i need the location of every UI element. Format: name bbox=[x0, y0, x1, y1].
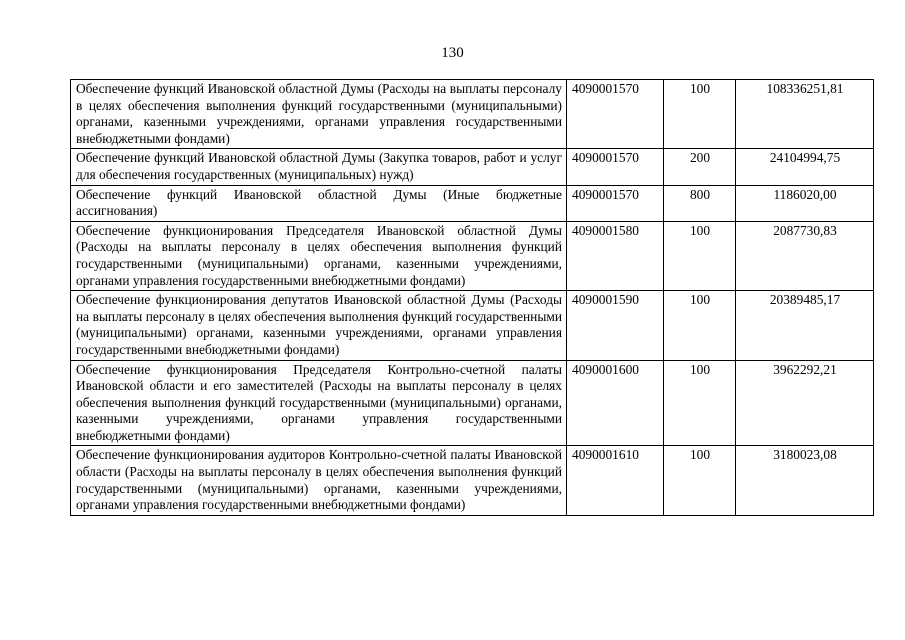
row-description: Обеспечение функционирования Председателя Контрольно-счетной палаты Ивановской области и его заместителей (Расходы на выплаты персоналу в целях обеспечения выполнения функций государственными (муниципальными) органами, казенными учреждениями, органами управления государственными внебюджетными фондами) bbox=[71, 360, 567, 446]
row-amount: 3180023,08 bbox=[736, 446, 874, 515]
row-amount: 20389485,17 bbox=[736, 291, 874, 360]
row-amount: 2087730,83 bbox=[736, 221, 874, 290]
row-description: Обеспечение функционирования аудиторов Контрольно-счетной палаты Ивановской области (Расходы на выплаты персоналу в целях обеспечения выполнения функций государственными (муниципальными) органами, казенными учреждениями, органами управления государственными внебюджетными фондами) bbox=[71, 446, 567, 515]
row-expense-type: 100 bbox=[664, 291, 736, 360]
row-expense-type: 100 bbox=[664, 221, 736, 290]
row-amount: 1186020,00 bbox=[736, 185, 874, 221]
table-row bbox=[71, 446, 874, 515]
budget-table-body bbox=[71, 80, 874, 516]
row-target-code: 4090001600 bbox=[567, 360, 664, 446]
row-amount: 24104994,75 bbox=[736, 149, 874, 185]
row-target-code: 4090001580 bbox=[567, 221, 664, 290]
row-amount: 108336251,81 bbox=[736, 80, 874, 149]
table-row bbox=[71, 185, 874, 221]
row-description: Обеспечение функций Ивановской областной Думы (Закупка товаров, работ и услуг для обеспечения государственных (муниципальных) нужд) bbox=[71, 149, 567, 185]
row-description: Обеспечение функций Ивановской областной Думы (Расходы на выплаты персоналу в целях обеспечения выполнения функций государственными (муниципальными) органами, казенными учреждениями, органами управления государственными внебюджетными фондами) bbox=[71, 80, 567, 149]
row-target-code: 4090001570 bbox=[567, 80, 664, 149]
row-expense-type: 100 bbox=[664, 80, 736, 149]
row-amount: 3962292,21 bbox=[736, 360, 874, 446]
row-description: Обеспечение функционирования депутатов Ивановской областной Думы (Расходы на выплаты персоналу в целях обеспечения выполнения функций государственными (муниципальными) органами, казенными учреждениями, органами управления государственными внебюджетными фондами) bbox=[71, 291, 567, 360]
table-row bbox=[71, 291, 874, 360]
budget-table bbox=[70, 79, 874, 516]
row-expense-type: 800 bbox=[664, 185, 736, 221]
row-target-code: 4090001590 bbox=[567, 291, 664, 360]
row-description: Обеспечение функций Ивановской областной Думы (Иные бюджетные ассигнования) bbox=[71, 185, 567, 221]
row-description: Обеспечение функционирования Председателя Ивановской областной Думы (Расходы на выплаты персоналу в целях обеспечения выполнения функций государственными (муниципальными) органами, казенными учреждениями, органами управления государственными внебюджетными фондами) bbox=[71, 221, 567, 290]
table-row bbox=[71, 360, 874, 446]
row-expense-type: 100 bbox=[664, 360, 736, 446]
table-row bbox=[71, 221, 874, 290]
row-target-code: 4090001570 bbox=[567, 149, 664, 185]
table-row bbox=[71, 80, 874, 149]
row-expense-type: 200 bbox=[664, 149, 736, 185]
row-target-code: 4090001610 bbox=[567, 446, 664, 515]
row-expense-type: 100 bbox=[664, 446, 736, 515]
page-number: 130 bbox=[441, 45, 464, 61]
table-row bbox=[71, 149, 874, 185]
row-target-code: 4090001570 bbox=[567, 185, 664, 221]
